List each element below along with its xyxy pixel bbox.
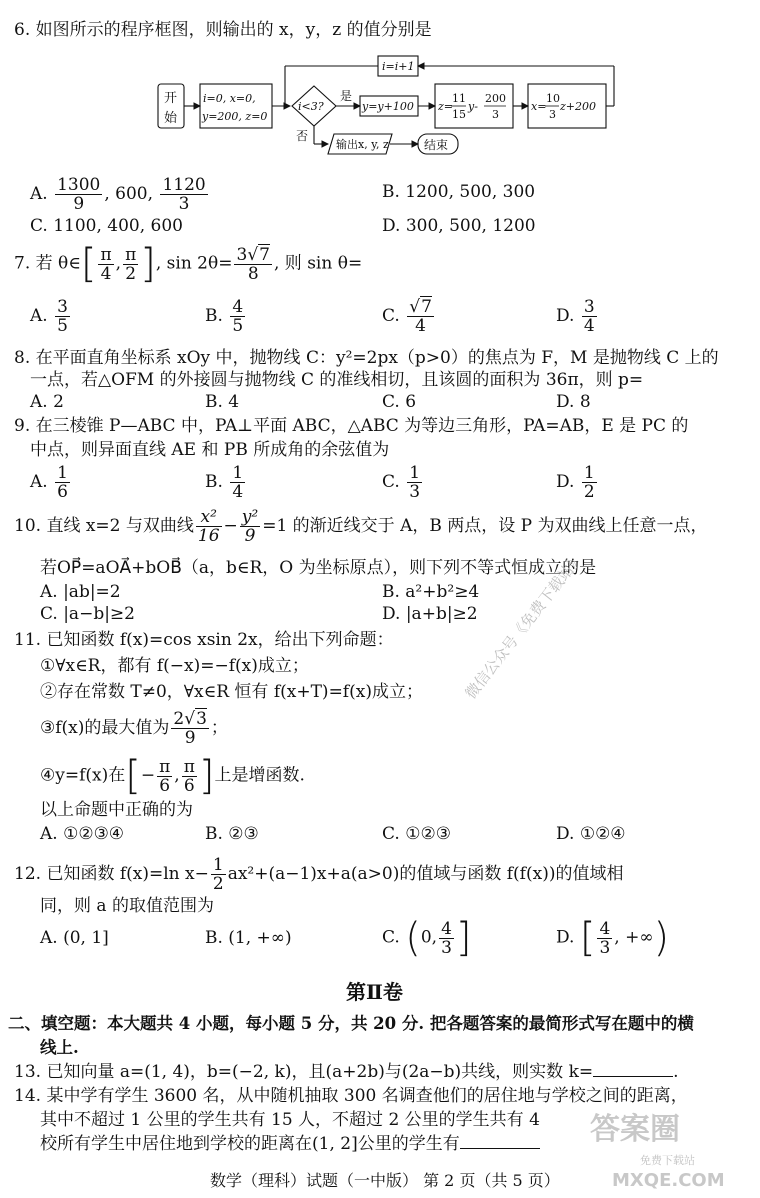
q11-option-a: A. ①②③④ xyxy=(40,824,125,844)
q11-stem: 11. 已知函数 f(x)=cos xsin 2x，给出下列命题： xyxy=(14,630,394,650)
q12-c-lp: ( xyxy=(405,915,421,961)
q9-option-c xyxy=(382,464,424,501)
q12-c-label: C. xyxy=(382,927,400,948)
q9-line2: 中点，则异面直线 AE 和 PB 所成角的余弦值为 xyxy=(30,440,390,460)
q7-b-n: 4 xyxy=(232,297,244,317)
q9-a-label: A. xyxy=(30,472,48,492)
section-title: 第Ⅱ卷 xyxy=(346,980,403,1004)
q11-option-d: D. ①②④ xyxy=(556,824,626,844)
q6-a-f2d: 3 xyxy=(178,194,190,214)
q9-b-label: B. xyxy=(205,472,223,492)
flow-z-mid: y- xyxy=(468,100,478,113)
q10-option-d: D. |a+b|≥2 xyxy=(382,604,478,624)
q9-option-b xyxy=(205,464,247,501)
q6-a-f2n: 1120 xyxy=(162,175,206,195)
q10-line2: 若OP⃗=aOA⃗+bOB⃗（a，b∈R，O 为坐标原点），则下列不等式恒成立的是 xyxy=(40,558,597,578)
flow-output: 输出x, y, z xyxy=(336,138,389,151)
q7-mid: , sin 2θ= xyxy=(155,253,233,274)
q7-two: 2 xyxy=(125,263,137,284)
q10-option-b: B. a²+b²≥4 xyxy=(382,582,480,602)
q11-ask: 以上命题中正确的为 xyxy=(40,800,193,820)
q12-line1 xyxy=(14,856,623,893)
q9-d-d: 2 xyxy=(583,482,595,502)
q10-f2n: y² xyxy=(241,507,259,527)
q7-c-d: 4 xyxy=(415,316,426,336)
q9-d-label: D. xyxy=(556,472,575,492)
q7-comma: , xyxy=(115,253,122,274)
part2-line2: 线上. xyxy=(40,1038,79,1057)
q7-den: 8 xyxy=(247,263,259,284)
watermark-logo: 答案圈 xyxy=(590,1112,680,1147)
q9-b-n: 1 xyxy=(232,463,244,483)
q13-text: 13. 已知向量 a=(1, 4)，b=(−2, k)，且(a+2b)与(2a−b)共线，则实数 k= xyxy=(14,1062,594,1082)
q9-b-d: 4 xyxy=(232,482,244,502)
q12-option-d xyxy=(556,915,670,961)
q6-flowchart xyxy=(150,52,620,164)
flow-z-f2n: 200 xyxy=(485,92,506,105)
q9-line1: 9. 在三棱锥 P—ABC 中，PA⊥平面 ABC，△ABC 为等边三角形，PA=AB，E 是 PC 的 xyxy=(14,416,689,436)
q12-pre: 12. 已知函数 f(x)=ln x− xyxy=(14,864,209,884)
q9-c-n: 1 xyxy=(409,463,421,483)
q11-p3-post: ； xyxy=(210,718,228,738)
flow-x-fn: 10 xyxy=(546,92,560,105)
q8-option-d: D. 8 xyxy=(556,392,591,412)
q11-p4-rb: ] xyxy=(198,753,215,799)
q7-b-d: 5 xyxy=(232,316,244,336)
q11-p4-pre: ④y=f(x)在 xyxy=(40,765,126,786)
q9-c-d: 3 xyxy=(409,482,421,502)
watermark-small: 免费下载站 xyxy=(640,1154,695,1167)
q11-option-c: C. ①②③ xyxy=(382,824,451,844)
q7-c-label: C. xyxy=(382,306,400,326)
q7-four: 4 xyxy=(100,263,112,284)
q9-a-n: 1 xyxy=(57,463,68,483)
watermark-site: MXQE.COM xyxy=(612,1170,725,1191)
q9-a-d: 6 xyxy=(57,482,68,502)
q12-d-rp: ) xyxy=(653,915,670,961)
q10-option-c: C. |a−b|≥2 xyxy=(40,604,135,624)
q6-stem: 6. 如图所示的程序框图，则输出的 x，y，z 的值分别是 xyxy=(14,20,432,40)
watermark-diagonal: 微信公众号《免费下载站》 xyxy=(461,549,587,703)
q9-option-a xyxy=(30,464,72,501)
q12-c-in: 0, xyxy=(420,927,438,948)
q14-answer-blank[interactable] xyxy=(460,1148,540,1149)
q11-p4-six2: 6 xyxy=(183,775,195,796)
q7-stem: 7. 若 θ∈[ $\frac{\pi}{4}$ , $\frac{\pi}{2}$ ], sin 2θ= $\frac{3√7}{8}$ , 则 sin θ= xyxy=(14,241,363,287)
q13-answer-blank[interactable] xyxy=(593,1076,673,1077)
flow-start-2: 始 xyxy=(164,111,178,126)
q13-end: . xyxy=(673,1062,679,1082)
q11-p4-pi1: π xyxy=(159,756,171,777)
q7-pi2: π xyxy=(125,244,137,265)
q10-f2d: 9 xyxy=(244,526,256,546)
q7-post: , 则 sin θ= xyxy=(273,253,363,274)
q12-d-in: , +∞ xyxy=(614,927,654,948)
q12-c-rb: ] xyxy=(455,915,472,961)
q10-line1 xyxy=(14,508,708,545)
q11-p3-rad: 3 xyxy=(196,709,207,729)
q12-fn: 1 xyxy=(212,855,224,875)
q11-p4-minus: − xyxy=(140,765,156,786)
flow-x-pre: x= xyxy=(531,100,547,113)
q9-option-d xyxy=(556,464,599,501)
q7-lbracket: [ xyxy=(80,241,97,287)
flow-upd-i: i=i+1 xyxy=(382,60,415,73)
flow-start-1: 开 xyxy=(164,91,178,106)
q7-option-b xyxy=(205,298,247,335)
q12-option-a: A. (0, 1] xyxy=(40,928,109,948)
q11-prop2: ②存在常数 T≠0，∀x∈R 恒有 f(x+T)=f(x)成立； xyxy=(40,682,423,702)
q11-p4-six1: 6 xyxy=(159,775,171,796)
flow-cond: i<3? xyxy=(298,100,324,113)
q11-p3-coef: 2 xyxy=(173,709,185,729)
q8-line2: 一点，若△OFM 的外接圆与抛物线 C 的准线相切，且该圆的面积为 36π，则 p= xyxy=(30,370,644,390)
q6-a-f1d: 9 xyxy=(73,194,85,214)
q6-a-mid: , 600, xyxy=(104,184,159,204)
q11-prop4 xyxy=(40,753,305,799)
q11-p4-pi2: π xyxy=(183,756,195,777)
q7-rad: 7 xyxy=(259,244,270,265)
q7-option-d xyxy=(556,298,599,335)
q12-d-n: 4 xyxy=(599,918,611,939)
q7-d-n: 3 xyxy=(583,297,595,317)
flow-init-2: y=200, z=0 xyxy=(202,110,268,123)
q7-d-d: 4 xyxy=(583,316,595,336)
q12-option-c xyxy=(382,915,472,961)
q12-post: ax²+(a−1)x+a(a>0)的值域与函数 f(f(x))的值域相 xyxy=(227,864,624,884)
flow-yes: 是 xyxy=(340,89,353,103)
flow-x-fd: 3 xyxy=(549,108,556,121)
q9-c-label: C. xyxy=(382,472,400,492)
q7-pi1: π xyxy=(100,244,112,265)
q11-prop1: ①∀x∈R，都有 f(−x)=−f(x)成立； xyxy=(40,656,309,676)
q11-option-b: B. ②③ xyxy=(205,824,259,844)
q6-option-c: C. 1100, 400, 600 xyxy=(30,216,183,236)
q10-option-a: A. |ab|=2 xyxy=(40,582,121,602)
q7-option-c: C. $\frac{√7}{4}$ xyxy=(382,297,432,336)
q8-option-a: A. 2 xyxy=(30,392,64,412)
q10-f1d: 16 xyxy=(197,526,220,546)
q7-option-a xyxy=(30,298,72,335)
q12-option-b: B. (1, +∞) xyxy=(205,928,292,948)
q12-line2: 同，则 a 的取值范围为 xyxy=(40,896,214,916)
q7-pre: 7. 若 θ∈ xyxy=(14,253,81,274)
q14-line1: 14. 某中学有学生 3600 名，从中随机抽取 300 名调查他们的居住地与学校之间的距离， xyxy=(14,1086,688,1106)
q6-option-b: B. 1200, 500, 300 xyxy=(382,182,536,202)
q11-prop3: ③f(x)的最大值为 $\frac{2√3}{9}$ ； xyxy=(40,709,228,748)
flow-init-1: i=0, x=0, xyxy=(203,92,256,105)
flow-z-f2d: 3 xyxy=(492,108,499,121)
q7-a-label: A. xyxy=(30,306,48,326)
q12-c-d: 3 xyxy=(441,937,452,958)
q7-a-n: 3 xyxy=(57,297,68,317)
q14-line2: 其中不超过 1 公里的学生共有 15 人，不超过 2 公里的学生共有 4 xyxy=(40,1110,540,1130)
flow-z-f1d: 15 xyxy=(452,108,466,121)
q6-a-f1n: 1300 xyxy=(57,175,101,195)
flow-end: 结束 xyxy=(424,138,449,152)
q7-a-d: 5 xyxy=(57,316,68,336)
q7-rbracket: ] xyxy=(140,241,156,287)
q11-p4-post: 上是增函数. xyxy=(214,765,305,786)
q14-line3-text: 校所有学生中居住地到学校的距离在(1, 2]公里的学生有 xyxy=(40,1134,460,1154)
q11-p4-lb: [ xyxy=(125,753,141,799)
q11-p4-comma: , xyxy=(174,765,180,786)
q8-line1: 8. 在平面直角坐标系 xOy 中，抛物线 C：y²=2px（p>0）的焦点为 F，M 是抛物线 C 上的 xyxy=(14,348,719,368)
q10-pre: 10. 直线 x=2 与双曲线 xyxy=(14,516,194,536)
flow-x-post: z+200 xyxy=(560,100,597,113)
flow-no: 否 xyxy=(296,129,309,143)
q10-minus: − xyxy=(223,516,238,536)
q8-option-c: C. 6 xyxy=(382,392,417,412)
q6-option-a xyxy=(30,176,210,213)
q11-p3-d: 9 xyxy=(184,728,196,748)
q12-d-label: D. xyxy=(556,927,575,948)
q12-d-lb: [ xyxy=(579,915,596,961)
q12-fd: 2 xyxy=(212,874,224,894)
q6-option-d: D. 300, 500, 1200 xyxy=(382,216,536,236)
flow-upd-y: y=y+100 xyxy=(362,100,414,113)
q13 xyxy=(14,1060,679,1084)
part2-line1: 二、填空题：本大题共 4 小题，每小题 5 分，共 20 分. 把各题答案的最简形式写在题中的横 xyxy=(8,1014,694,1033)
page-footer: 数学（理科）试题（一中版） 第 2 页（共 5 页） xyxy=(210,1171,560,1190)
flow-z-pre: z= xyxy=(438,100,454,113)
q11-p3-pre: ③f(x)的最大值为 xyxy=(40,718,170,738)
flow-z-f1n: 11 xyxy=(452,92,466,105)
q7-d-label: D. xyxy=(556,306,575,326)
q7-c-rad: 7 xyxy=(421,297,432,317)
q14-line3 xyxy=(40,1132,540,1156)
q10-post: =1 的渐近线交于 A，B 两点，设 P 为双曲线上任意一点， xyxy=(262,516,708,536)
q12-d-d: 3 xyxy=(599,937,611,958)
q9-d-n: 1 xyxy=(583,463,595,483)
q6-option-a-label: A. xyxy=(30,184,48,204)
q10-f1n: x² xyxy=(196,508,222,527)
q7-b-label: B. xyxy=(205,306,223,326)
q8-option-b: B. 4 xyxy=(205,392,240,412)
q7-coef: 3 xyxy=(236,244,248,265)
q12-c-n: 4 xyxy=(441,918,452,939)
